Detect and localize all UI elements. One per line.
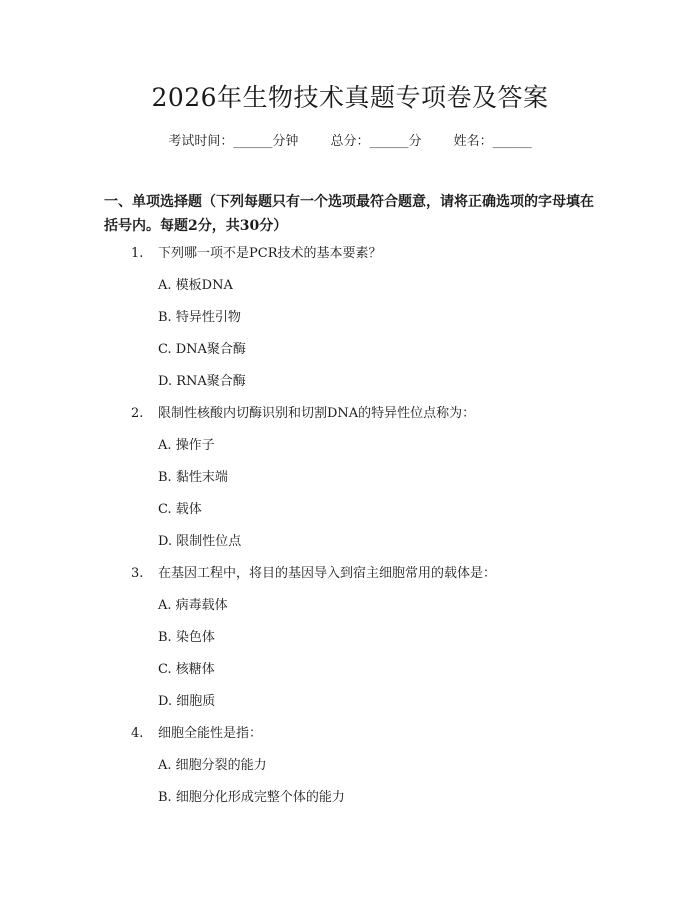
option-a: A. 操作子 [158,438,215,453]
option-c: C. 核糖体 [158,662,215,677]
question-text: 限制性核酸内切酶识别和切割DNA的特异性位点称为： [158,406,476,421]
question-text: 细胞全能性是指： [158,726,263,741]
question-number: 1. [131,246,144,261]
question-number: 2. [131,406,144,421]
question-number: 3. [131,566,144,581]
section-heading: 一、单项选择题（下列每题只有一个选项最符合题意，请将正确选项的字母填在括号内。每题2分，共30分） [104,194,594,234]
option-d: D. 限制性位点 [158,534,242,549]
exam-time-field: 考试时间：______分钟 [168,134,299,149]
option-a: A. 细胞分裂的能力 [158,758,267,773]
option-b: B. 染色体 [158,630,215,645]
total-score-field: 总分：______分 [330,134,422,149]
option-b: B. 黏性末端 [158,470,228,485]
option-a: A. 病毒载体 [158,598,228,613]
option-d: D. RNA聚合酶 [158,374,246,389]
option-b: B. 特异性引物 [158,310,241,325]
question-text: 在基因工程中，将目的基因导入到宿主细胞常用的载体是： [158,566,497,581]
option-b: B. 细胞分化形成完整个体的能力 [158,790,345,805]
option-c: C. DNA聚合酶 [158,342,246,357]
question-text: 下列哪一项不是PCR技术的基本要素？ [158,246,382,261]
option-d: D. 细胞质 [158,694,216,709]
exam-meta [0,132,700,152]
page-title: 2026年生物技术真题专项卷及答案 [151,83,549,112]
name-field: 姓名：______ [453,134,532,149]
option-c: C. 载体 [158,502,202,517]
option-a: A. 模板DNA [158,278,233,293]
question-number: 4. [131,726,144,741]
